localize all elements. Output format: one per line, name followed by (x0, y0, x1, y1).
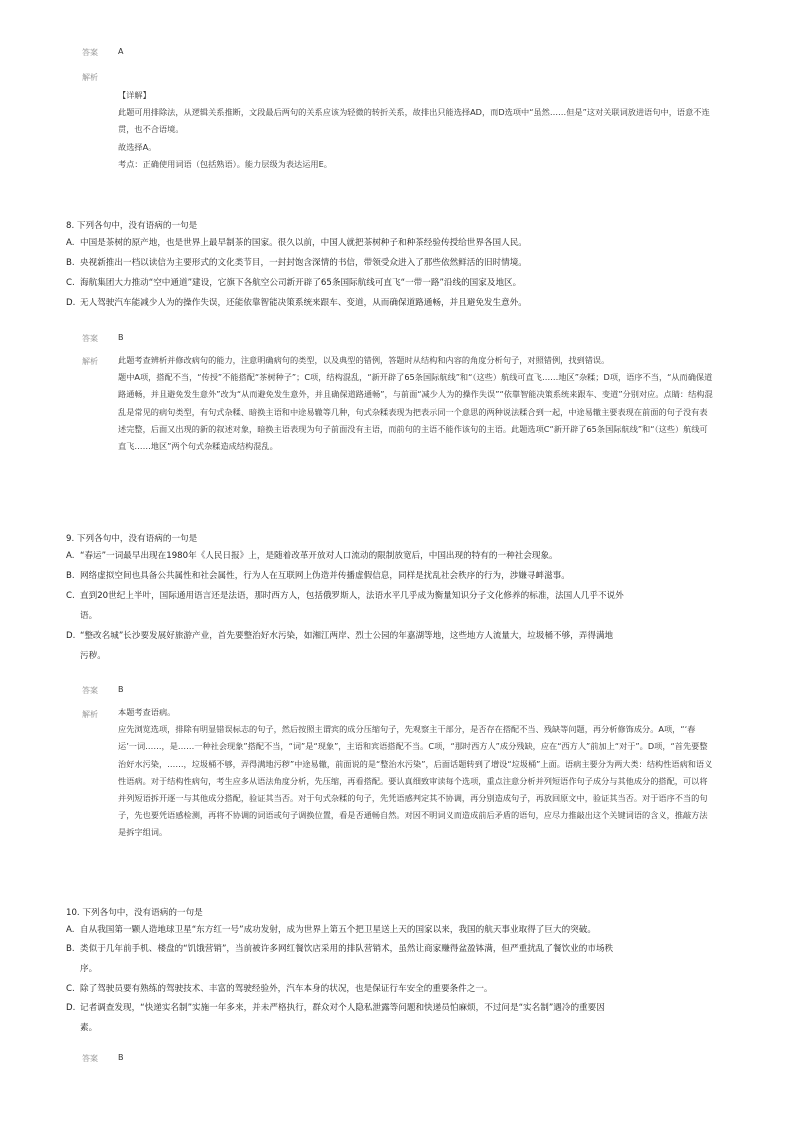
option-key: D. (66, 631, 76, 641)
option-key: B. (66, 944, 75, 954)
analysis-line: 本题考查语病。 (118, 707, 176, 717)
option-b[interactable] (66, 567, 731, 587)
option-text: 直到20世纪上半叶，国际通用语言还是法语，那时西方人，包括俄罗斯人，法语水平几乎成为衡量知识分子文化修养的标准，法国人几乎不说外 (80, 591, 624, 601)
analysis-line: 此题考查辨析并修改病句的能力，注意明确病句的类型，以及典型的错例，答题时从结构和内容的角度分析句子，对照错例，找到错误。 (118, 355, 610, 365)
answer-label: 答案 (82, 48, 98, 57)
option-b[interactable] (66, 940, 731, 979)
answer-value: B (118, 685, 124, 694)
answer-label: 答案 (82, 1054, 98, 1063)
option-text: 网络虚拟空间也具备公共属性和社会属性，行为人在互联网上伪造并传播虚假信息，同样是扰乱社会秩序的行为，涉嫌寻衅滋事。 (80, 571, 570, 581)
question-stem: 10. 下列各句中，没有语病的一句是 (66, 908, 203, 918)
question-stem: 9. 下列各句中，没有语病的一句是 (66, 534, 198, 544)
option-text: 央视新推出一档以读信为主要形式的文化类节目，一封封饱含深情的书信，带领受众进入了那些依然鲜活的旧时情境。 (80, 258, 527, 268)
option-a[interactable] (66, 234, 731, 254)
analysis-line: 【详解】 (118, 90, 151, 100)
option-d[interactable] (66, 999, 731, 1038)
answer-value: B (118, 333, 124, 342)
analysis-line: 故选择A。 (118, 141, 157, 152)
analysis-text (118, 704, 713, 842)
option-key: B. (66, 258, 75, 268)
option-text: 海航集团大力推动“空中通道”建设，它旗下各航空公司新开辟了65条国际航线可直飞“一带一路”沿线的国家及地区。 (80, 278, 522, 288)
option-text: 除了驾驶员要有熟练的驾驶技术、丰富的驾驶经验外，汽车本身的状况，也是保证行车安全的重要条件之一。 (80, 984, 493, 994)
option-key: A. (66, 925, 75, 935)
option-c[interactable] (66, 274, 731, 294)
option-key: C. (66, 591, 75, 601)
answer-value: B (118, 1053, 124, 1062)
option-text-cont: 语。 (80, 610, 98, 621)
question-stem: 8. 下列各句中，没有语病的一句是 (66, 221, 198, 231)
analysis-line: 应先浏览选项，排除有明显错误标志的句子，然后按照主谓宾的成分压缩句子，先观察主干部分，是否存在搭配不当、残缺等问题，再分析修饰成分。A项，“‘春运’一词……，是……一种社会现象”搭配不当，“词”是“现象”，主语和宾语搭配不当。C项，“那时西方人”成分残缺，应在“西方人”前加上“对于”。D项，“首先要整治好水污染，……，垃圾桶不够，弄得满地污秽”中途易辙，前面说的是“整治水污染”，后面话题转到了增设“垃圾桶”上面。语病主要分为两大类：结构性语病和语义性语病。对于结构性病句，考生应多从语法角度分析，先压缩，再看搭配。要认真细致审读每个选项，重点注意分析并列短语作句子成分与其他成分的搭配，可以将并列短语拆开逐一与其他成分搭配，验证其当否。对于句式杂糅的句子，先凭语感判定其不协调，再分别造成句子，再放回原文中，验证其当否。对于语序不当的句子，先也要凭语感检测，再将不协调的词语或句子调换位置，看是否通畅自然。对因不明词义而造成前后矛盾的语句，应尽力推敲出这个关键词语的含义，推敲方法是拆字组词。 (118, 724, 713, 838)
option-text-cont: 素。 (80, 1022, 98, 1033)
option-key: A. (66, 551, 75, 561)
option-d[interactable] (66, 627, 731, 666)
option-text: 记者调查发现，“快递实名制”实施一年多来，并未严格执行，群众对个人隐私泄露等问题和快递员怕麻烦，不过问是“实名制”遇冷的重要因 (80, 1003, 605, 1013)
option-d[interactable] (66, 294, 731, 314)
option-text: 自从我国第一颗人造地球卫星“东方红一号”成功发射，成为世界上第五个把卫星送上天的国家以来，我国的航天事业取得了巨大的突破。 (80, 925, 596, 935)
option-b[interactable] (66, 254, 731, 274)
option-text-cont: 污秽。 (80, 650, 106, 661)
option-text: 中国是茶树的原产地，也是世界上最早制茶的国家。很久以前，中国人就把茶树种子和种茶经验传授给世界各国人民。 (80, 238, 527, 248)
option-text: 无人驾驶汽车能减少人为的操作失误，还能依靠智能决策系统来跟车、变道，从而确保道路通畅，并且避免发生意外。 (80, 298, 527, 308)
analysis-label: 解析 (82, 73, 98, 82)
option-key: D. (66, 1003, 76, 1013)
answer-label: 答案 (82, 334, 98, 343)
option-c[interactable] (66, 587, 731, 626)
analysis-label: 解析 (82, 710, 98, 719)
analysis-line: 题中A项，搭配不当，“传授”不能搭配“茶树种子”；C项，结构混乱，“新开辟了65条国际航线”和“（这些）航线可直飞……地区”杂糅；D项，语序不当，“从而确保道路通畅，并且避免发生意外”改为“从而避免发生意外，并且确保道路通畅”，与前面“减少人为的操作失误”“依靠智能决策系统来跟车、变道”分别对应。点睛：结构混乱是常见的病句类型，有句式杂糅、暗换主语和中途易辙等几种，句式杂糅表现为把表示同一个意思的两种说法糅合到一起，中途易辙主要表现在前面的句子没有表述完整，后面又出现的新的叙述对象，暗换主语表现为句子前面没有主语，而前句的主语不能作该句的主语。此题选项C“新开辟了65条国际航线”和“（这些）航线可直飞……地区”两个句式杂糅造成结构混乱。 (118, 372, 713, 452)
option-c[interactable] (66, 980, 731, 1000)
analysis-text (118, 352, 713, 455)
option-text: 类似于几年前手机、楼盘的“饥饿营销”，当前被许多网红餐饮店采用的排队营销术，虽然让商家赚得盆盈钵满，但严重扰乱了餐饮业的市场秩 (80, 944, 614, 954)
option-key: D. (66, 298, 76, 308)
option-text: “整改名城”长沙要发展好旅游产业，首先要整治好水污染，如湘江两岸、烈士公园的年嘉湖等地，这些地方人流量大，垃圾桶不够，弄得满地 (80, 631, 614, 641)
option-a[interactable] (66, 547, 731, 567)
option-key: C. (66, 278, 75, 288)
analysis-label: 解析 (82, 357, 98, 366)
analysis-text (118, 87, 713, 173)
option-text-cont: 序。 (80, 963, 98, 974)
option-a[interactable] (66, 921, 731, 941)
answer-label: 答案 (82, 686, 98, 695)
analysis-line: 此题可用排除法，从逻辑关系推断，文段最后两句的关系应该为轻微的转折关系，故排出只能选择AD，而D选项中“虽然……但是”这对关联词放进语句中，语意不连贯，也不合语境。 (118, 107, 710, 135)
answer-value: A (118, 47, 124, 56)
option-key: B. (66, 571, 75, 581)
option-key: A. (66, 238, 75, 248)
option-key: C. (66, 984, 75, 994)
analysis-line: 考点：正确使用词语（包括熟语）。能力层级为表达运用E。 (118, 158, 332, 169)
option-text: “春运”一词最早出现在1980年《人民日报》上，是随着改革开放对人口流动的限制放宽后，中国出现的特有的一种社会现象。 (80, 551, 558, 561)
